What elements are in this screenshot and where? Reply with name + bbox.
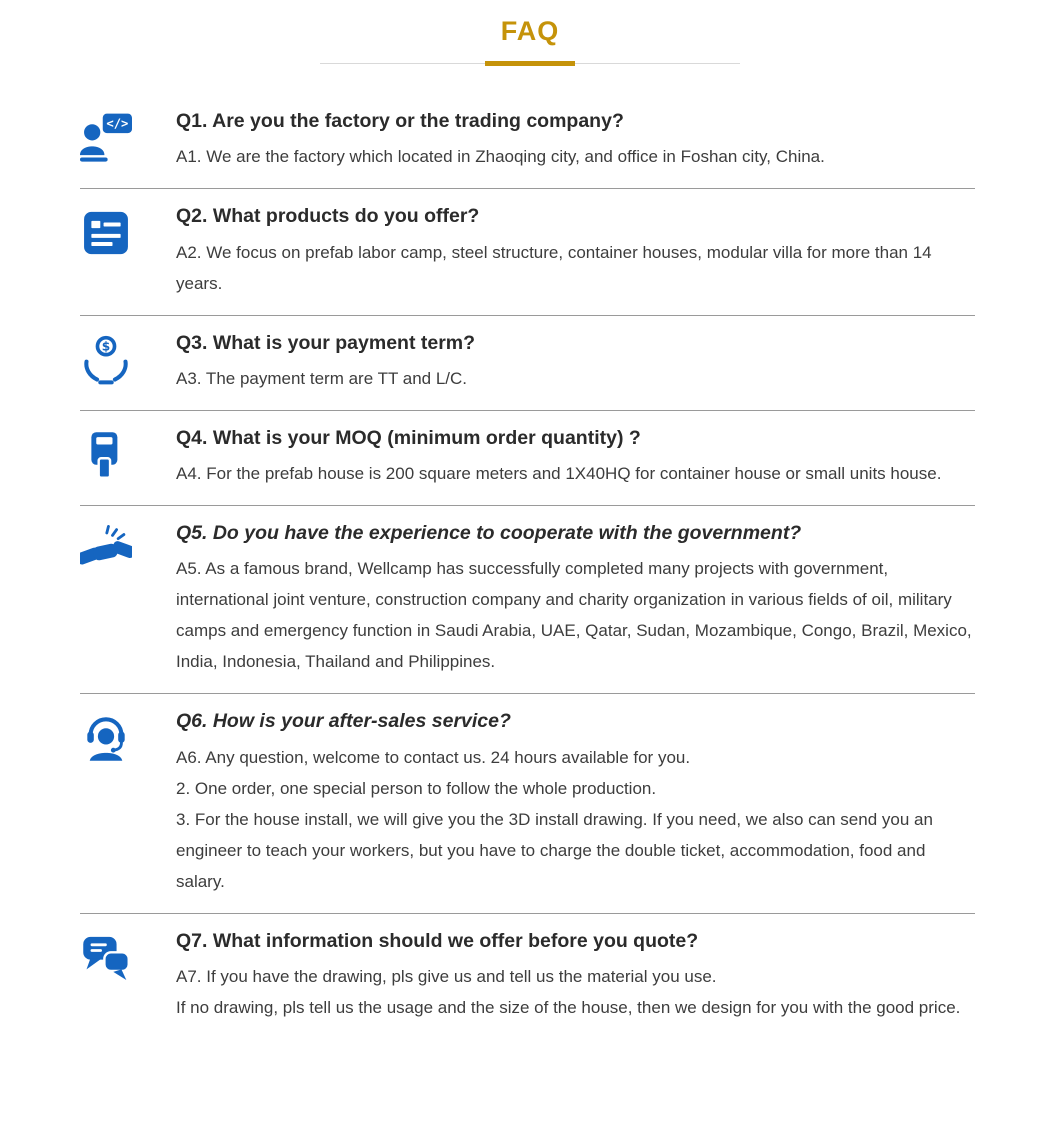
faq-item-content [176, 708, 975, 896]
faq-answer [176, 742, 975, 897]
faq-question: Q5. Do you have the experience to cooperate with the government? [176, 522, 802, 545]
faq-item-content [176, 520, 975, 677]
faq-list [80, 94, 975, 1039]
faq-item [80, 189, 975, 315]
faq-question: Q3. What is your payment term? [176, 331, 476, 354]
faq-item-icon-cell [80, 928, 176, 983]
faq-answer [176, 141, 975, 172]
pos-terminal-icon [80, 430, 176, 480]
svg-text:</>: </> [106, 116, 129, 131]
faq-item-icon-cell [80, 425, 176, 480]
faq-item-icon-cell [80, 108, 176, 163]
faq-item-content [176, 203, 975, 298]
faq-item-content [176, 330, 975, 394]
faq-answer-line: A4. For the prefab house is 200 square meters and 1X40HQ for container house or small units house. [176, 464, 942, 484]
faq-item [80, 411, 975, 506]
faq-item-icon-cell [80, 330, 176, 385]
title-divider [320, 63, 740, 64]
faq-answer [176, 961, 975, 1023]
developer-person-icon [80, 113, 176, 163]
title-divider-accent [485, 61, 575, 66]
faq-question: Q4. What is your MOQ (minimum order quantity) ? [176, 426, 641, 449]
faq-item [80, 694, 975, 913]
faq-item-icon-cell [80, 708, 176, 763]
faq-item [80, 914, 975, 1039]
faq-item [80, 94, 975, 189]
faq-answer-line: A5. As a famous brand, Wellcamp has successfully completed many projects with government, international joint venture, construction company and charity organization in various fields of oil, military camps and emergency function in Saudi Arabia, UAE, Qatar, Sudan, Mozambique, Congo, Brazil, Mexico, India, Indonesia, Thailand and Philippines. [176, 559, 972, 672]
faq-answer-line: A1. We are the factory which located in Zhaoqing city, and office in Foshan city, China. [176, 147, 825, 167]
faq-question: Q1. Are you the factory or the trading company? [176, 110, 624, 132]
faq-question: Q6. How is your after-sales service? [176, 710, 511, 733]
faq-question: Q7. What information should we offer before you quote? [176, 929, 699, 952]
faq-answer [176, 237, 975, 299]
faq-answer-line: If no drawing, pls tell us the usage and the size of the house, then we design for you with the good price. [176, 998, 961, 1018]
svg-text:$: $ [101, 339, 111, 354]
chat-bubbles-icon [80, 933, 176, 983]
faq-answer [176, 458, 975, 489]
faq-header [0, 0, 1060, 64]
faq-answer-line: A6. Any question, welcome to contact us. 24 hours available for you. [176, 747, 691, 767]
page-title: FAQ [500, 16, 560, 46]
faq-answer-line: 3. For the house install, we will give you the 3D install drawing. If you need, we also can send you an engineer to teach your workers, but you have to charge the double ticket, accommodation, food and salary. [176, 809, 933, 891]
handshake-icon [80, 525, 176, 575]
faq-answer-line: 2. One order, one special person to follow the whole production. [176, 778, 657, 798]
faq-answer [176, 553, 975, 677]
faq-item [80, 506, 975, 694]
faq-item-content [176, 425, 975, 489]
faq-answer [176, 363, 975, 394]
faq-answer-line: A3. The payment term are TT and L/C. [176, 368, 468, 388]
faq-item-icon-cell [80, 520, 176, 575]
faq-question: Q2. What products do you offer? [176, 205, 480, 228]
product-list-icon [80, 208, 176, 258]
faq-item-icon-cell [80, 203, 176, 258]
faq-item-content [176, 928, 975, 1023]
faq-answer-line: A7. If you have the drawing, pls give us and tell us the material you use. [176, 967, 717, 987]
faq-item-content [176, 108, 975, 172]
customer-service-icon [80, 713, 176, 763]
faq-item [80, 316, 975, 411]
faq-answer-line: A2. We focus on prefab labor camp, steel structure, container houses, modular villa for more than 14 years. [176, 242, 932, 293]
payment-hand-dollar-icon [80, 335, 176, 385]
